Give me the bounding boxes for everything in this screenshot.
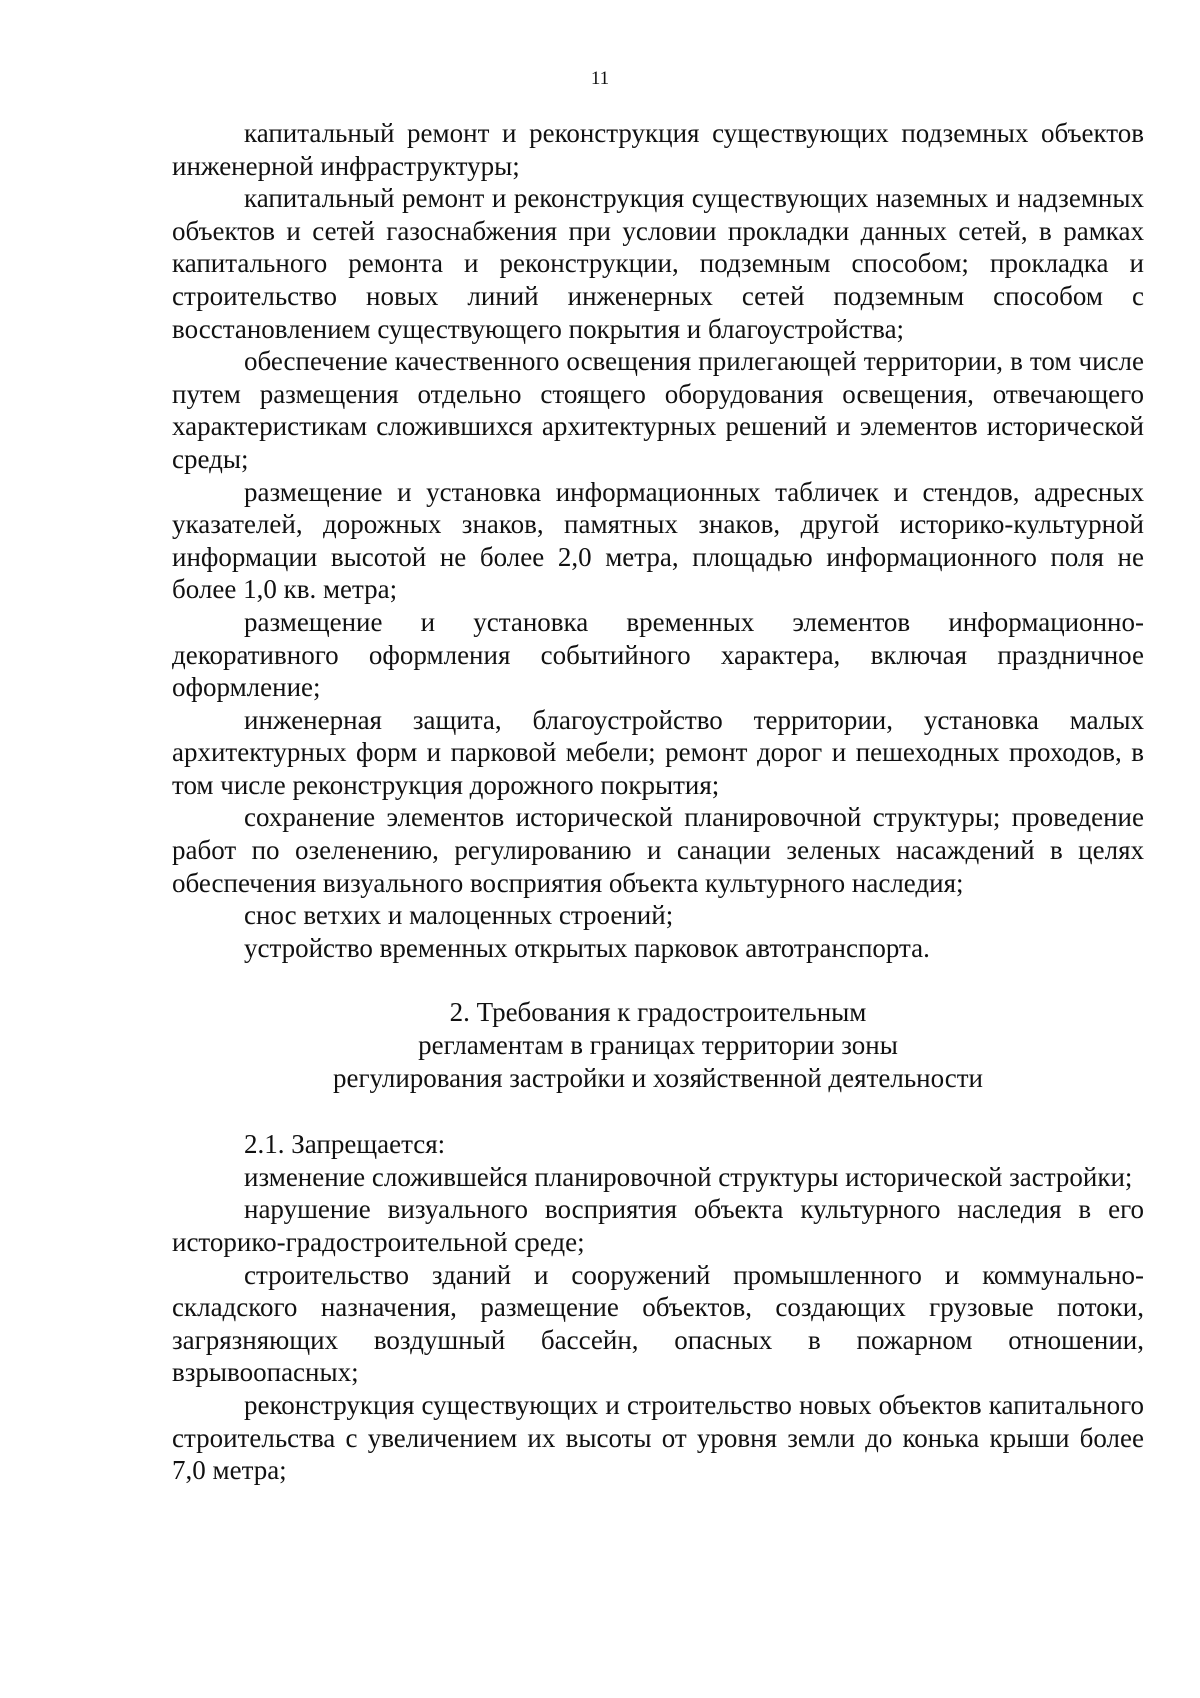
paragraph-demolition: снос ветхих и малоценных строений; (244, 900, 674, 931)
section-heading-line-2: регламентам в границах территории зоны (418, 1030, 898, 1061)
page-number: 11 (590, 68, 610, 89)
subsection-label: 2.1. Запрещается: (244, 1129, 446, 1160)
paragraph-information-signs: размещение и установка информационных табличек и стендов, адресных указателей, дорожных знаков, памятных знаков, другой историко-культурной информации высотой не более 2,0 метра, площадью информационного поля не более 1,0 кв. метра; (172, 476, 1144, 605)
paragraph-decorative-elements: размещение и установка временных элементов информационно-декоративного оформления событийного характера, включая праздничное оформление; (172, 606, 1144, 703)
paragraph-height-restriction: реконструкция существующих и строительство новых объектов капитального строительства с увеличением их высоты от уровня земли до конька крыши более 7,0 метра; (172, 1389, 1144, 1486)
section-heading-line-1: 2. Требования к градостроительным (449, 997, 867, 1028)
paragraph-planning-structure-change: изменение сложившейся планировочной структуры исторической застройки; (244, 1161, 1133, 1192)
paragraph-industrial-construction: строительство зданий и сооружений промышленного и коммунально-складского назначения, размещение объектов, создающих грузовые потоки, загрязняющих воздушный бассейн, опасных в пожарном отношении, взрывоопасных; (172, 1259, 1144, 1388)
paragraph-temporary-parking: устройство временных открытых парковок автотранспорта. (244, 932, 930, 963)
section-heading-line-3: регулирования застройки и хозяйственной деятельности (333, 1062, 983, 1093)
document-body (172, 117, 1144, 1487)
paragraph-engineering-protection: инженерная защита, благоустройство территории, установка малых архитектурных форм и парковой мебели; ремонт дорог и пешеходных проходов, в том числе реконструкция дорожного покрытия; (172, 704, 1144, 800)
paragraph-underground-infrastructure-repair: капитальный ремонт и реконструкция существующих подземных объектов инженерной инфраструктуры; (172, 118, 1144, 181)
paragraph-visual-perception: нарушение визуального восприятия объекта культурного наследия в его историко-градостроительной среде; (172, 1194, 1144, 1257)
paragraph-gas-networks-repair: капитальный ремонт и реконструкция существующих наземных и надземных объектов и сетей газоснабжения при условии прокладки данных сетей, в рамках капитального ремонта и реконструкции, подземным способом; прокладка и строительство новых линий инженерных сетей подземным способом с восстановлением существующего покрытия и благоустройства; (172, 183, 1144, 344)
section-heading (172, 996, 1144, 1094)
paragraph-planning-structure-preservation: сохранение элементов исторической планировочной структуры; проведение работ по озеленению, регулированию и санации зеленых насаждений в целях обеспечения визуального восприятия объекта культурного наследия; (172, 802, 1144, 898)
paragraph-lighting: обеспечение качественного освещения прилегающей территории, в том числе путем размещения отдельно стоящего оборудования освещения, отвечающего характеристикам сложившихся архитектурных решений и элементов исторической среды; (172, 346, 1144, 474)
